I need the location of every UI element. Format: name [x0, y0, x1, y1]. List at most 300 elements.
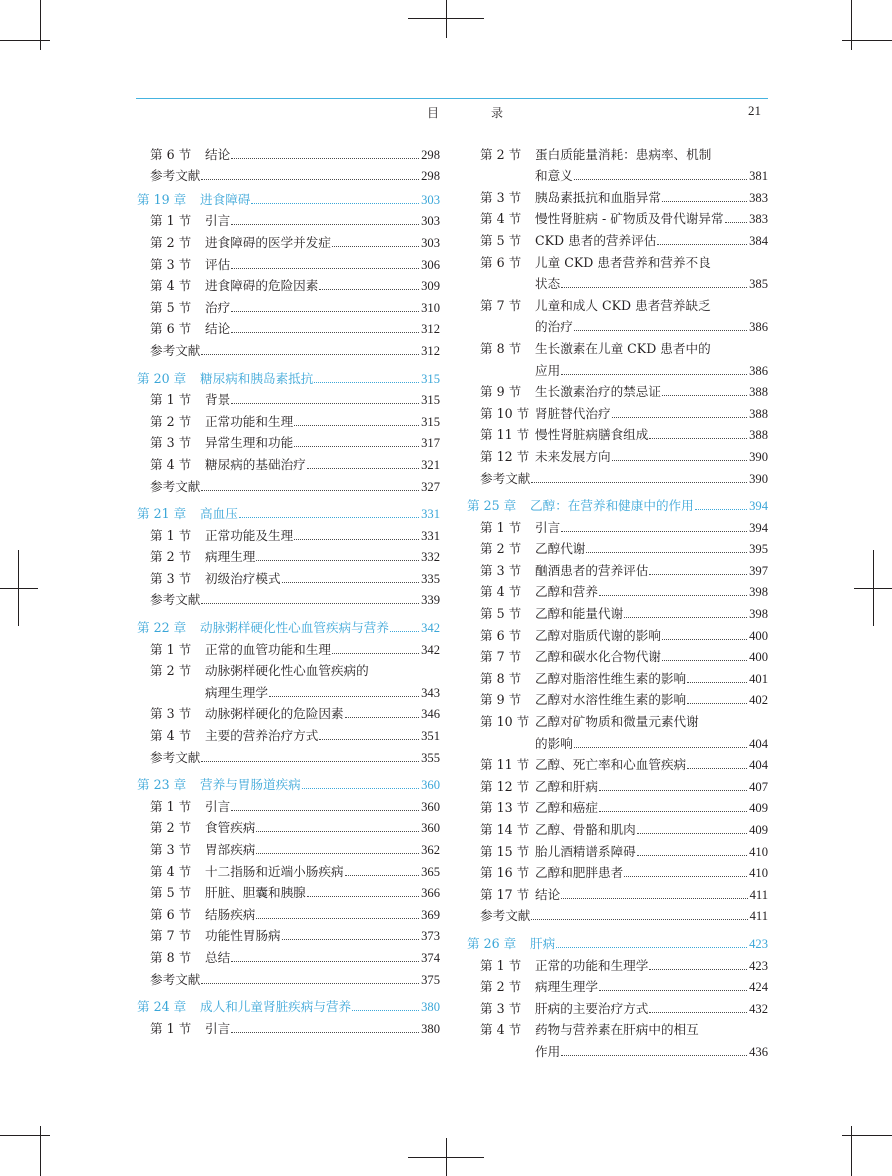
- toc-section-entry[interactable]: [467, 379, 768, 401]
- chapter-title: 成人和儿童肾脏疾病与营养: [200, 999, 352, 1015]
- dot-leader: [332, 653, 419, 654]
- page-ref: 343: [421, 685, 440, 700]
- page-ref: 346: [421, 707, 440, 722]
- crop-mark: [40, 0, 41, 50]
- chapter-title: 营养与胃肠道疾病: [200, 777, 301, 793]
- section-title: 乙醇和碳水化合物代谢: [535, 649, 661, 665]
- toc-section-entry[interactable]: [137, 636, 440, 658]
- toc-section-entry[interactable]: [467, 665, 768, 687]
- dot-leader: [282, 939, 420, 940]
- page-ref: 312: [421, 322, 440, 337]
- page-ref: 423: [749, 936, 768, 951]
- page-ref: 395: [749, 542, 768, 557]
- toc-section-entry[interactable]: [137, 722, 440, 744]
- section-title: 主要的营养治疗方式: [205, 728, 319, 744]
- toc-section-entry[interactable]: [137, 1015, 440, 1037]
- toc-section-entry[interactable]: [467, 687, 768, 709]
- section-title: 异常生理和功能: [205, 435, 294, 451]
- section-title: 引言: [205, 1020, 231, 1036]
- toc-section-entry[interactable]: [467, 1017, 768, 1039]
- section-label: 第 1 节: [150, 798, 192, 814]
- toc-section-entry[interactable]: [467, 752, 768, 774]
- toc-section-entry[interactable]: [467, 557, 768, 579]
- dot-leader: [556, 947, 747, 948]
- section-title: 评估: [205, 256, 231, 272]
- toc-section-continuation[interactable]: [467, 730, 768, 752]
- page-ref: 303: [421, 192, 440, 207]
- dot-leader: [201, 490, 419, 491]
- toc-section-entry[interactable]: [137, 544, 440, 566]
- dot-leader: [282, 582, 420, 583]
- page-ref: 380: [421, 1000, 440, 1015]
- dot-leader: [687, 682, 747, 683]
- section-label: 第 1 节: [150, 213, 192, 229]
- page-ref: 351: [421, 729, 440, 744]
- toc-section-entry[interactable]: [467, 952, 768, 974]
- toc-chapter-entry[interactable]: [467, 930, 768, 952]
- toc-section-entry[interactable]: [467, 838, 768, 860]
- section-title: 乙醇和癌症: [535, 800, 598, 816]
- dot-leader: [201, 761, 419, 762]
- toc-references-entry[interactable]: [137, 587, 440, 609]
- section-title-continuation: 和意义: [535, 168, 573, 184]
- dot-leader: [531, 482, 747, 483]
- dot-leader: [662, 395, 747, 396]
- page-ref: 362: [421, 843, 440, 857]
- page-number: 21: [748, 103, 761, 118]
- dot-leader: [256, 853, 419, 854]
- section-label: 第 3 节: [480, 562, 522, 578]
- toc-section-continuation[interactable]: [467, 357, 768, 379]
- crop-mark: [0, 40, 50, 41]
- toc-section-entry[interactable]: [467, 141, 768, 163]
- section-title: 慢性肾脏病膳食组成: [535, 427, 649, 443]
- toc-section-entry[interactable]: [467, 184, 768, 206]
- page-ref: 327: [421, 479, 440, 494]
- section-title: 乙醇和能量代谢: [535, 606, 624, 622]
- page-ref: 409: [749, 801, 768, 816]
- toc-section-entry[interactable]: [137, 836, 440, 858]
- dot-leader: [269, 696, 419, 697]
- dot-leader: [574, 330, 747, 331]
- page-ref: 436: [749, 1044, 768, 1059]
- toc-section-entry[interactable]: [137, 701, 440, 723]
- section-label: 第 6 节: [150, 321, 192, 337]
- page-ref: 298: [421, 147, 440, 162]
- section-title: 食管疾病: [205, 820, 256, 836]
- section-label: 第 4 节: [480, 584, 522, 600]
- section-title: 肝脏、胆囊和胰腺: [205, 885, 306, 901]
- page-ref: 424: [749, 980, 768, 995]
- section-title: 药物与营养素在肝病中的相互: [535, 1022, 699, 1038]
- dot-leader: [561, 287, 747, 288]
- toc-section-entry[interactable]: [137, 522, 440, 544]
- section-label: 第 12 节: [480, 448, 530, 464]
- toc-section-entry[interactable]: [467, 579, 768, 601]
- dot-leader: [561, 531, 747, 532]
- page-ref: 342: [421, 642, 440, 657]
- page-ref: 383: [749, 190, 768, 205]
- toc-section-entry[interactable]: [467, 400, 768, 422]
- page-ref: 398: [749, 607, 768, 622]
- page-ref: 385: [749, 277, 768, 292]
- page-ref: 409: [749, 823, 768, 837]
- section-label: 第 2 节: [480, 146, 522, 162]
- toc-section-entry[interactable]: [137, 387, 440, 409]
- dot-leader: [662, 639, 747, 640]
- dot-leader: [231, 224, 419, 225]
- toc-section-entry[interactable]: [467, 995, 768, 1017]
- dot-leader: [201, 354, 419, 355]
- references-title: 参考文献: [480, 908, 531, 924]
- toc-section-continuation[interactable]: [467, 314, 768, 336]
- toc-chapter-entry[interactable]: [137, 501, 440, 523]
- toc-section-entry[interactable]: [467, 881, 768, 903]
- page-ref: 360: [421, 778, 440, 793]
- page-ref: 410: [749, 866, 768, 881]
- page-ref: 394: [749, 520, 768, 535]
- page-ref: 404: [749, 758, 768, 773]
- section-label: 第 8 节: [480, 340, 522, 356]
- toc-references-entry[interactable]: [137, 966, 440, 988]
- page-ref: 365: [421, 864, 440, 879]
- page-ref: 390: [749, 449, 768, 464]
- section-label: 第 3 节: [480, 1000, 522, 1016]
- toc-chapter-entry[interactable]: [467, 493, 768, 515]
- toc-section-entry[interactable]: [467, 249, 768, 271]
- section-label: 第 13 节: [480, 800, 530, 816]
- toc-section-entry[interactable]: [467, 292, 768, 314]
- dot-leader: [352, 1010, 419, 1011]
- crop-mark: [851, 1126, 852, 1176]
- page-ref: 386: [749, 363, 768, 378]
- references-title: 参考文献: [480, 470, 531, 486]
- dot-leader: [637, 833, 747, 834]
- dot-leader: [574, 747, 747, 748]
- page-ref: 394: [749, 499, 768, 514]
- section-label: 第 3 节: [150, 256, 192, 272]
- toc-section-entry[interactable]: [467, 536, 768, 558]
- dot-leader: [294, 539, 419, 540]
- section-label: 第 6 节: [480, 254, 522, 270]
- section-label: 第 3 节: [150, 706, 192, 722]
- chapter-title: 糖尿病和胰岛素抵抗: [200, 370, 314, 386]
- dot-leader: [294, 446, 419, 447]
- toc-section-entry[interactable]: [467, 206, 768, 228]
- section-label: 第 8 节: [150, 949, 192, 965]
- section-title: 乙醇对水溶性维生素的影响: [535, 692, 687, 708]
- toc-section-entry[interactable]: [467, 227, 768, 249]
- section-title: 胎儿酒精谱系障碍: [535, 843, 636, 859]
- page-ref: 397: [749, 563, 768, 578]
- page-ref: 388: [749, 406, 768, 421]
- section-title-continuation: 状态: [535, 276, 561, 292]
- section-label: 第 4 节: [150, 728, 192, 744]
- toc-section-continuation[interactable]: [467, 1038, 768, 1060]
- section-title: 乙醇、骨骼和肌肉: [535, 822, 636, 837]
- section-label: 第 1 节: [150, 392, 192, 408]
- toc-section-entry[interactable]: [467, 335, 768, 357]
- toc-section-entry[interactable]: [467, 974, 768, 996]
- dot-leader: [319, 739, 419, 740]
- page-ref: 384: [749, 233, 768, 248]
- dot-leader: [201, 983, 419, 984]
- toc-section-entry[interactable]: [137, 658, 440, 680]
- crop-mark: [842, 40, 892, 41]
- section-label: 第 14 节: [480, 822, 530, 837]
- toc-section-entry[interactable]: [467, 795, 768, 817]
- references-title: 参考文献: [150, 749, 201, 765]
- section-label: 第 2 节: [150, 663, 192, 679]
- page-ref: 411: [749, 909, 768, 924]
- section-label: 第 2 节: [150, 820, 192, 836]
- dot-leader: [307, 468, 419, 469]
- toc-section-entry[interactable]: [137, 141, 440, 163]
- crop-mark: [40, 1126, 41, 1176]
- page-ref: 373: [421, 929, 440, 944]
- page-ref: 400: [749, 628, 768, 643]
- dot-leader: [231, 332, 419, 333]
- page-title: 目 录: [427, 106, 524, 120]
- crop-mark: [851, 0, 852, 50]
- page-ref: 380: [421, 1021, 440, 1036]
- section-label: 第 11 节: [480, 427, 530, 443]
- dot-leader: [574, 179, 747, 180]
- section-label: 第 8 节: [480, 670, 522, 686]
- toc-chapter-entry[interactable]: [137, 994, 440, 1016]
- section-title: 乙醇代谢: [535, 541, 586, 557]
- section-label: 第 4 节: [150, 456, 192, 472]
- section-label: 第 17 节: [480, 886, 530, 902]
- chapter-label: 第 23 章: [137, 777, 187, 793]
- section-title: 引言: [205, 213, 231, 229]
- section-label: 第 2 节: [150, 413, 192, 429]
- toc-references-entry[interactable]: [467, 903, 768, 925]
- section-label: 第 15 节: [480, 843, 530, 859]
- toc-references-entry[interactable]: [467, 465, 768, 487]
- section-label: 第 1 节: [480, 519, 522, 535]
- section-title: 功能性胃肠病: [205, 928, 281, 944]
- toc-references-entry[interactable]: [137, 744, 440, 766]
- section-label: 第 4 节: [150, 863, 192, 879]
- dot-leader: [561, 1055, 747, 1056]
- crop-mark: [18, 550, 19, 626]
- header-rule: [136, 98, 768, 99]
- page-ref: 335: [421, 571, 440, 586]
- page-ref: 390: [749, 471, 768, 486]
- toc-references-entry[interactable]: [137, 163, 440, 185]
- section-label: 第 12 节: [480, 778, 530, 794]
- dot-leader: [649, 969, 747, 970]
- references-title: 参考文献: [150, 478, 201, 494]
- dot-leader: [649, 1012, 747, 1013]
- chapter-title: 动脉粥样硬化性心血管疾病与营养: [200, 620, 389, 636]
- page-ref: 423: [749, 958, 768, 973]
- section-title: 结肠疾病: [205, 906, 256, 922]
- section-title: 胰岛素抵抗和血脂异常: [535, 189, 661, 205]
- chapter-label: 第 24 章: [137, 999, 187, 1015]
- section-label: 第 6 节: [150, 906, 192, 922]
- toc-section-entry[interactable]: [467, 443, 768, 465]
- dot-leader: [586, 552, 747, 553]
- section-title: 生长激素治疗的禁忌证: [535, 384, 661, 400]
- section-title: 乙醇和营养: [535, 584, 598, 600]
- section-label: 第 7 节: [150, 928, 192, 944]
- toc-chapter-entry[interactable]: [137, 365, 440, 387]
- dot-leader: [345, 875, 420, 876]
- dot-leader: [687, 768, 747, 769]
- toc-section-continuation[interactable]: [467, 271, 768, 293]
- references-title: 参考文献: [150, 971, 201, 987]
- page-ref: 317: [421, 436, 440, 451]
- section-label: 第 5 节: [150, 299, 192, 315]
- section-title: 动脉粥样硬化的危险因素: [205, 706, 344, 722]
- section-title-continuation: 病理生理学: [205, 684, 268, 700]
- section-title: 初级治疗模式: [205, 570, 281, 586]
- page-ref: 306: [421, 257, 440, 272]
- dot-leader: [256, 560, 419, 561]
- toc-section-entry[interactable]: [137, 944, 440, 966]
- dot-leader: [624, 876, 747, 877]
- page-ref: 432: [749, 1001, 768, 1016]
- dot-leader: [599, 990, 747, 991]
- section-title: 治疗: [205, 299, 231, 315]
- page-ref: 315: [421, 393, 440, 408]
- section-title: 肝病的主要治疗方式: [535, 1000, 649, 1016]
- toc-section-entry[interactable]: [467, 708, 768, 730]
- toc-section-entry[interactable]: [137, 880, 440, 902]
- section-title-continuation: 的影响: [535, 735, 573, 751]
- section-label: 第 9 节: [480, 384, 522, 400]
- toc-section-entry[interactable]: [137, 858, 440, 880]
- chapter-title: 乙醇：在营养和健康中的作用: [530, 498, 694, 514]
- toc-section-entry[interactable]: [137, 430, 440, 452]
- crop-mark: [408, 1157, 484, 1158]
- dot-leader: [637, 855, 747, 856]
- section-label: 第 4 节: [480, 1022, 522, 1038]
- toc-section-entry[interactable]: [467, 644, 768, 666]
- page-ref: 366: [421, 886, 440, 901]
- toc-section-entry[interactable]: [137, 815, 440, 837]
- section-label: 第 9 节: [480, 692, 522, 708]
- page-ref: 355: [421, 750, 440, 765]
- toc-section-entry[interactable]: [137, 208, 440, 230]
- toc-chapter-entry[interactable]: [137, 614, 440, 636]
- toc-section-entry[interactable]: [467, 514, 768, 536]
- toc-section-entry[interactable]: [467, 600, 768, 622]
- toc-section-entry[interactable]: [467, 816, 768, 838]
- dot-leader: [231, 1032, 419, 1033]
- dot-leader: [231, 403, 419, 404]
- toc-section-entry[interactable]: [137, 316, 440, 338]
- section-title: 乙醇和肝病: [535, 778, 598, 794]
- dot-leader: [314, 382, 419, 383]
- section-label: 第 4 节: [150, 278, 192, 294]
- toc-section-entry[interactable]: [137, 451, 440, 473]
- toc-section-entry[interactable]: [137, 251, 440, 273]
- dot-leader: [695, 509, 747, 510]
- toc-chapter-entry[interactable]: [137, 186, 440, 208]
- toc-section-continuation[interactable]: [467, 163, 768, 185]
- section-title: 进食障碍的危险因素: [205, 278, 319, 294]
- chapter-title: 肝病: [530, 935, 556, 951]
- toc-section-entry[interactable]: [137, 229, 440, 251]
- section-title: 乙醇和肥胖患者: [535, 865, 624, 881]
- toc-section-entry[interactable]: [467, 860, 768, 882]
- chapter-label: 第 21 章: [137, 506, 187, 522]
- toc-section-entry[interactable]: [137, 565, 440, 587]
- crop-mark: [0, 588, 38, 589]
- section-label: 第 1 节: [150, 527, 192, 543]
- toc-section-entry[interactable]: [137, 408, 440, 430]
- toc-section-entry[interactable]: [467, 422, 768, 444]
- section-title: 蛋白质能量消耗：患病率、机制: [535, 146, 712, 162]
- dot-leader: [531, 919, 747, 920]
- toc-section-entry[interactable]: [137, 294, 440, 316]
- section-label: 第 3 节: [150, 842, 192, 857]
- section-title: 糖尿病的基础治疗: [205, 456, 306, 472]
- chapter-title: 进食障碍: [200, 191, 251, 207]
- dot-leader: [599, 811, 747, 812]
- toc-section-entry[interactable]: [467, 773, 768, 795]
- toc-section-continuation[interactable]: [137, 679, 440, 701]
- toc-section-entry[interactable]: [137, 923, 440, 945]
- page-ref: 315: [421, 371, 440, 386]
- dot-leader: [251, 203, 419, 204]
- page-ref: 298: [421, 169, 440, 184]
- section-title: 生长激素在儿童 CKD 患者中的: [535, 340, 711, 356]
- chapter-label: 第 19 章: [137, 191, 187, 207]
- toc-references-entry[interactable]: [137, 337, 440, 359]
- toc-section-entry[interactable]: [137, 793, 440, 815]
- page-ref: 331: [421, 507, 440, 522]
- section-title: 背景: [205, 392, 231, 408]
- page-ref: 342: [421, 621, 440, 636]
- toc-section-entry[interactable]: [137, 901, 440, 923]
- section-label: 第 10 节: [480, 405, 530, 421]
- crop-mark: [446, 0, 447, 38]
- dot-leader: [201, 179, 419, 180]
- page-ref: 374: [421, 950, 440, 965]
- dot-leader: [612, 417, 748, 418]
- section-label: 第 2 节: [150, 549, 192, 565]
- page-ref: 402: [749, 693, 768, 708]
- page-ref: 303: [421, 235, 440, 250]
- toc-section-entry[interactable]: [467, 622, 768, 644]
- section-title: 胃部疾病: [205, 842, 256, 857]
- section-title: 酗酒患者的营养评估: [535, 562, 649, 578]
- section-title: 肾脏替代治疗: [535, 405, 611, 421]
- toc-section-entry[interactable]: [137, 273, 440, 295]
- page-ref: 381: [749, 169, 768, 184]
- section-title: 进食障碍的医学并发症: [205, 234, 331, 250]
- section-label: 第 7 节: [480, 297, 522, 313]
- toc-chapter-entry[interactable]: [137, 772, 440, 794]
- page-ref: 312: [421, 343, 440, 358]
- section-title: 儿童 CKD 患者营养和营养不良: [535, 254, 711, 270]
- references-title: 参考文献: [150, 342, 201, 358]
- toc-references-entry[interactable]: [137, 473, 440, 495]
- page-ref: 360: [421, 799, 440, 814]
- dot-leader: [201, 603, 419, 604]
- dot-leader: [612, 460, 748, 461]
- crop-mark: [0, 1135, 50, 1136]
- dot-leader: [231, 810, 419, 811]
- crop-mark: [408, 18, 484, 19]
- section-title: 乙醇对脂溶性维生素的影响: [535, 670, 687, 686]
- page-ref: 410: [749, 844, 768, 859]
- dot-leader: [599, 790, 747, 791]
